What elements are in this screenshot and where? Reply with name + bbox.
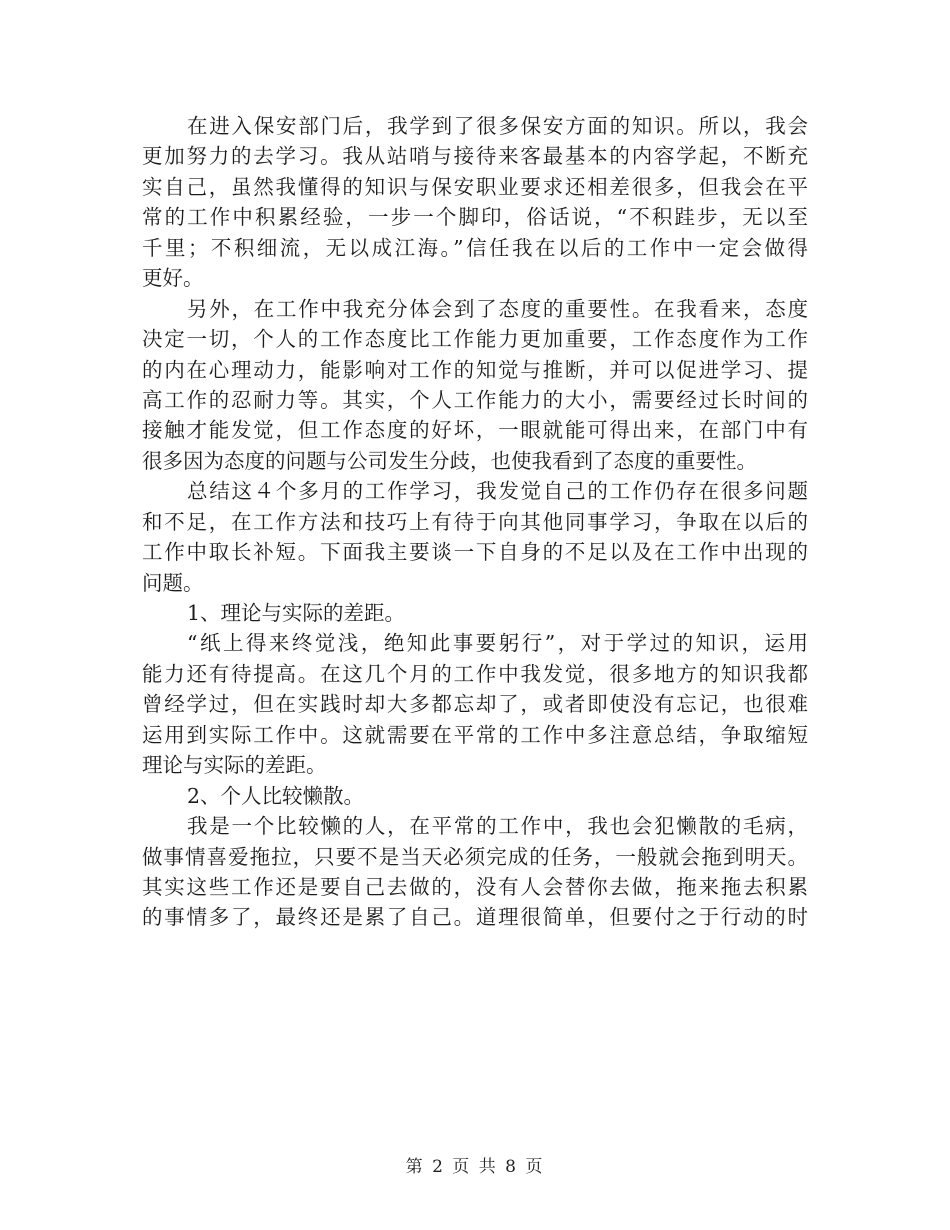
text-line: 理论与实际的差距。 — [142, 753, 327, 778]
text-line: 更加努力的去学习。我从站哨与接待来客最基本的内容学起，不断充 — [142, 144, 808, 169]
text-line: 决定一切，个人的工作态度比工作能力更加重要，工作态度作为工作 — [142, 327, 808, 352]
text-line: 接触才能发觉，但工作态度的好坏，一眼就能可得出来，在部门中有 — [142, 418, 808, 443]
text-line: “纸上得来终觉浅，绝知此事要躬行”，对于学过的知识，运用 — [187, 631, 808, 656]
page-number-footer: 第 2 页 共 8 页 — [405, 1157, 545, 1177]
text-line: 高工作的忍耐力等。其实，个人工作能力的大小，需要经过长时间的 — [142, 387, 808, 412]
text-line: 常的工作中积累经验，一步一个脚印，俗话说，“不积跬步，无以至 — [142, 205, 808, 230]
text-line: 总结这４个多月的工作学习，我发觉自己的工作仍存在很多问题 — [187, 479, 808, 504]
text-line: 的内在心理动力，能影响对工作的知觉与推断，并可以促进学习、提 — [142, 357, 808, 382]
text-line: 问题。 — [142, 570, 204, 595]
text-line: 其实这些工作还是要自己去做的，没有人会替你去做，拖来拖去积累 — [142, 874, 808, 899]
text-line: 做事情喜爱拖拉，只要不是当天必须完成的任务，一般就会拖到明天。 — [142, 844, 808, 869]
text-line: 我是一个比较懒的人，在平常的工作中，我也会犯懒散的毛病， — [187, 814, 808, 839]
text-line: 在进入保安部门后，我学到了很多保安方面的知识。所以，我会 — [187, 114, 808, 138]
section-heading: 2、个人比较懒散。 — [187, 783, 365, 808]
text-line: 能力还有待提高。在这几个月的工作中我发觉，很多地方的知识我都 — [142, 661, 808, 686]
text-line: 运用到实际工作中。这就需要在平常的工作中多注意总结，争取缩短 — [142, 722, 808, 747]
text-line: 的事情多了，最终还是累了自己。道理很简单，但要付之于行动的时 — [142, 905, 808, 930]
section-heading: 1、理论与实际的差距。 — [187, 601, 406, 625]
text-line: 很多因为态度的问题与公司发生分歧，也使我看到了态度的重要性。 — [142, 448, 757, 473]
text-line: 千里；不积细流，无以成江海。”信任我在以后的工作中一定会做得 — [142, 235, 808, 260]
text-line: 实自己，虽然我懂得的知识与保安职业要求还相差很多，但我会在平 — [142, 174, 808, 199]
text-line: 曾经学过，但在实践时却大多都忘却了，或者即使没有忘记，也很难 — [142, 692, 808, 717]
body-text — [142, 111, 808, 933]
text-line: 另外，在工作中我充分体会到了态度的重要性。在我看来，态度 — [187, 296, 808, 321]
text-line: 更好。 — [142, 266, 204, 291]
text-line: 和不足，在工作方法和技巧上有待于向其他同事学习，争取在以后的 — [142, 509, 808, 534]
text-line: 工作中取长补短。下面我主要谈一下自身的不足以及在工作中出现的 — [142, 540, 808, 565]
